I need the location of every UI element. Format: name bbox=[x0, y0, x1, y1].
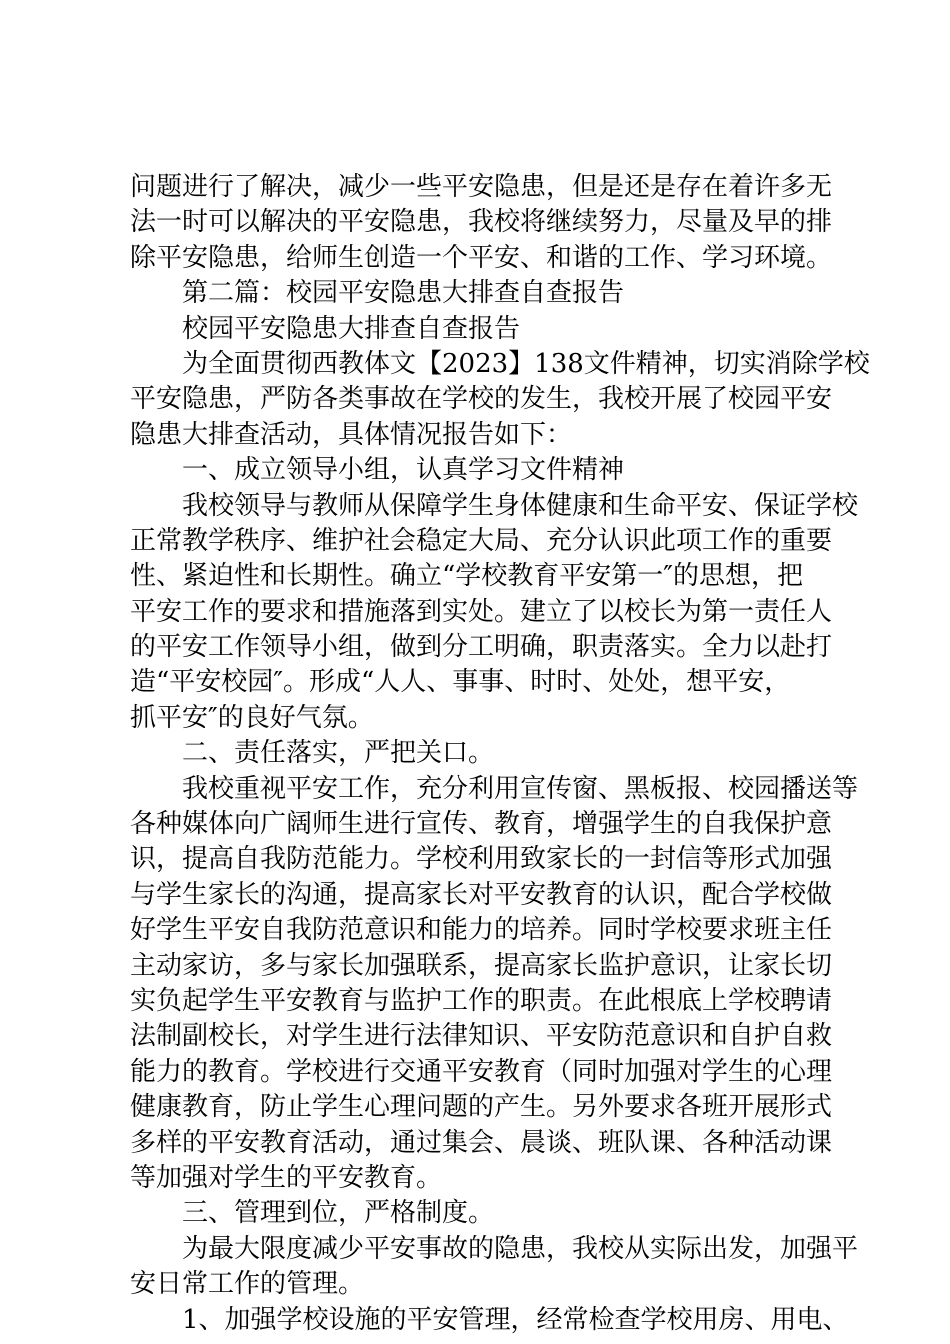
text-line: 第二篇：校园平安隐患大排查自查报告 bbox=[182, 278, 625, 309]
document-body bbox=[130, 170, 870, 1338]
text-line: 能力的教育。学校进行交通平安教育（同时加强对学生的心理 bbox=[130, 1056, 833, 1087]
text-line: 为最大限度减少平安事故的隐患，我校从实际出发，加强平 bbox=[182, 1233, 859, 1264]
text-line: 二、责任落实，严把关口。 bbox=[182, 738, 495, 769]
text-line: 校园平安隐患大排查自查报告 bbox=[182, 313, 521, 344]
text-line: 安日常工作的管理。 bbox=[130, 1269, 365, 1300]
text-line: 的平安工作领导小组，做到分工明确，职责落实。全力以赴打 bbox=[130, 632, 833, 663]
text-line: 造“平安校园″。形成“人人、事事、时时、处处，想平安， bbox=[130, 667, 791, 698]
text-line: 法一时可以解决的平安隐患，我校将继续努力，尽量及早的排 bbox=[130, 207, 833, 238]
text-line: 隐患大排查活动，具体情况报告如下： bbox=[130, 419, 573, 450]
text-line: 主动家访，多与家长加强联系，提高家长监护意识，让家长切 bbox=[130, 950, 833, 981]
text-line: 健康教育，防止学生心理问题的产生。另外要求各班开展形式 bbox=[130, 1092, 833, 1123]
text-line: 除平安隐患，给师生创造一个平安、和谐的工作、学习环境。 bbox=[130, 242, 833, 273]
text-line: 正常教学秩序、维护社会稳定大局、充分认识此项工作的重要 bbox=[130, 525, 833, 556]
text-line: 好学生平安自我防范意识和能力的培养。同时学校要求班主任 bbox=[130, 915, 833, 946]
text-line: 平安隐患，严防各类事故在学校的发生，我校开展了校园平安 bbox=[130, 384, 833, 415]
text-line: 我校重视平安工作，充分利用宣传窗、黑板报、校园播送等 bbox=[182, 773, 859, 804]
text-line: 识，提高自我防范能力。学校利用致家长的一封信等形式加强 bbox=[130, 844, 833, 875]
text-line: 各种媒体向广阔师生进行宣传、教育，增强学生的自我保护意 bbox=[130, 809, 833, 840]
text-line: 等加强对学生的平安教育。 bbox=[130, 1162, 443, 1193]
text-line: 1、加强学校设施的平安管理，经常检查学校用房、用电、 bbox=[182, 1304, 849, 1335]
text-line: 一、成立领导小组，认真学习文件精神 bbox=[182, 455, 625, 486]
text-line: 平安工作的要求和措施落到实处。建立了以校长为第一责任人 bbox=[130, 596, 833, 627]
text-line: 多样的平安教育活动，通过集会、晨谈、班队课、各种活动课 bbox=[130, 1127, 833, 1158]
text-line: 实负起学生平安教育与监护工作的职责。在此根底上学校聘请 bbox=[130, 985, 833, 1016]
text-line: 与学生家长的沟通，提高家长对平安教育的认识，配合学校做 bbox=[130, 879, 833, 910]
text-line: 法制副校长，对学生进行法律知识、平安防范意识和自护自救 bbox=[130, 1021, 833, 1052]
text-line: 问题进行了解决，减少一些平安隐患，但是还是存在着许多无 bbox=[130, 172, 833, 202]
text-line: 三、管理到位，严格制度。 bbox=[182, 1198, 495, 1229]
text-line: 我校领导与教师从保障学生身体健康和生命平安、保证学校 bbox=[182, 490, 859, 521]
text-line: 为全面贯彻西教体文【2023】138文件精神，切实消除学校 bbox=[182, 348, 870, 379]
text-line: 抓平安″的良好气氛。 bbox=[130, 702, 374, 733]
text-line: 性、紧迫性和长期性。确立“学校教育平安第一″的思想，把 bbox=[130, 561, 804, 592]
